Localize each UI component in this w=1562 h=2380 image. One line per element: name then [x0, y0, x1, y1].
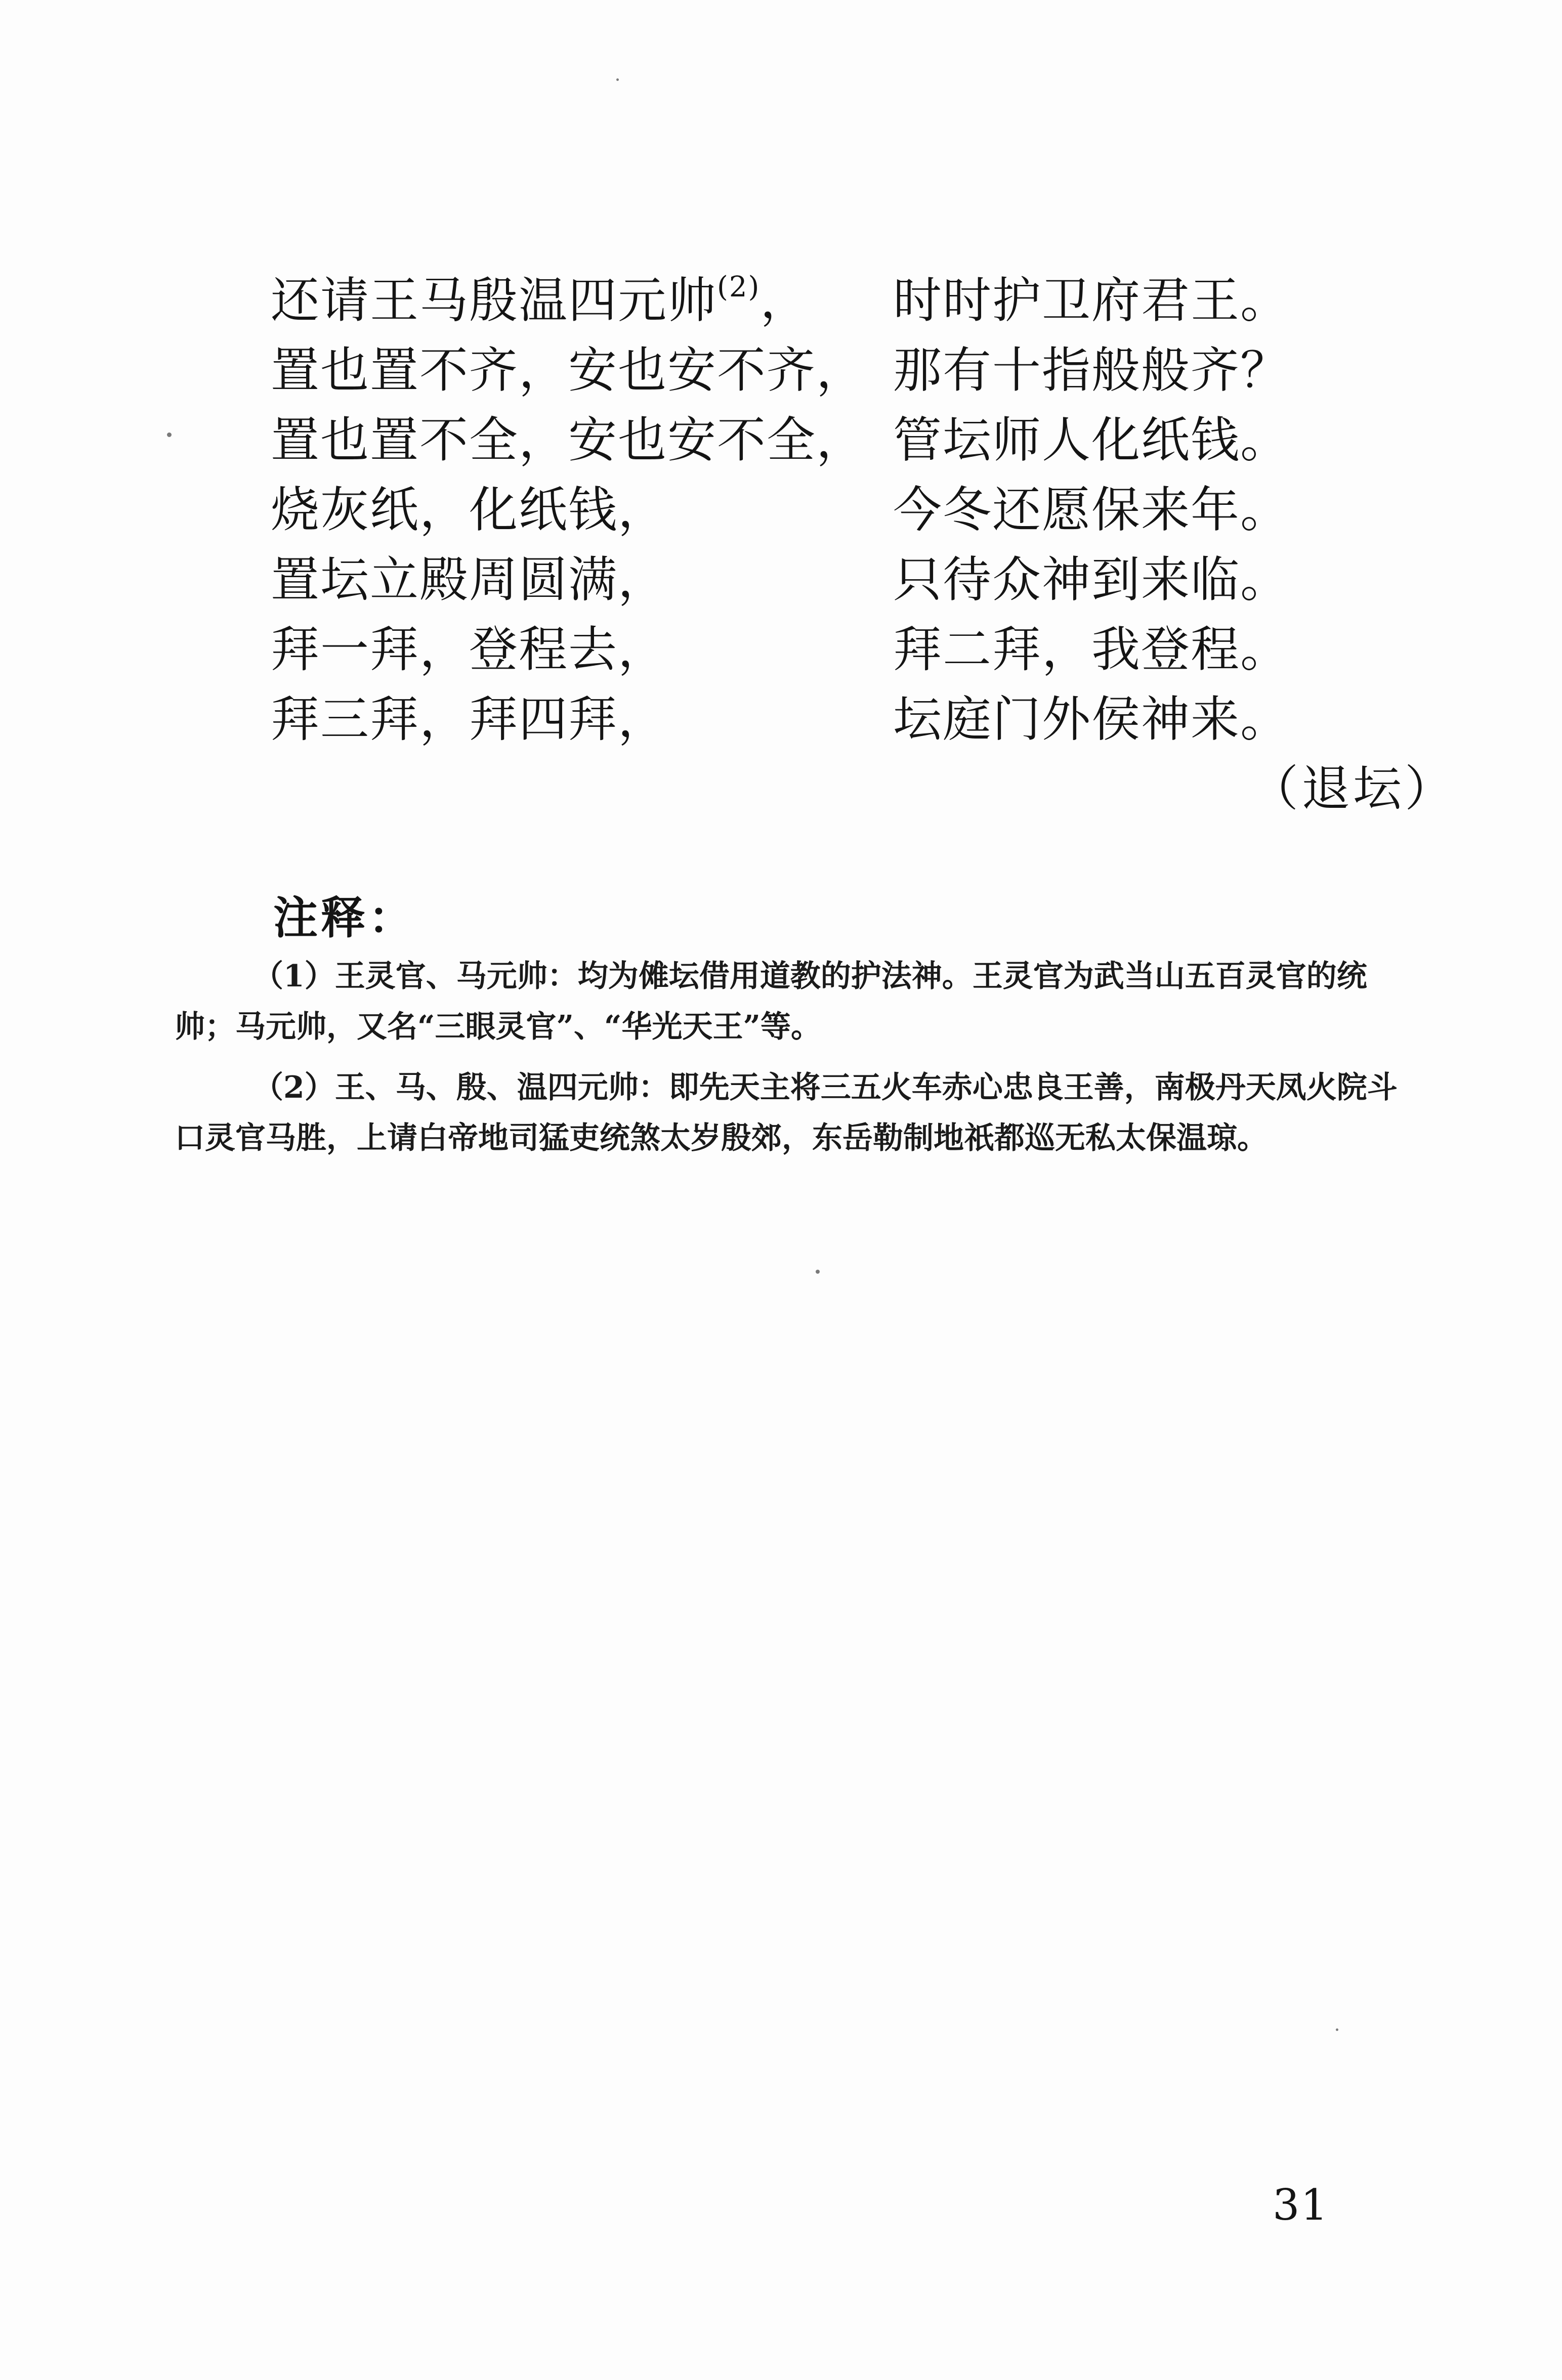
verse-line-right: 那有十指般般齐？ — [893, 342, 1290, 399]
verse-block — [271, 266, 1424, 754]
verse-line-left: 置坛立殿周圆满， — [271, 551, 667, 608]
verse-line-left: 烧灰纸，化纸钱， — [271, 482, 667, 538]
verse-line — [271, 684, 1424, 754]
scan-speck — [1336, 2028, 1338, 2031]
scan-speck — [816, 1270, 820, 1274]
verse-line — [271, 475, 1424, 545]
verse-line-left: 拜一拜，登程去， — [271, 621, 667, 678]
verse-line — [271, 335, 1424, 405]
footnote — [175, 1062, 1398, 1163]
stage-direction: （退坛） — [1250, 760, 1456, 817]
verse-line-left: 拜三拜，拜四拜， — [271, 691, 667, 748]
verse-line — [271, 266, 1424, 335]
notes-heading: 注释： — [273, 891, 416, 944]
verse-line-left: 置也置不齐，安也安不齐， — [271, 342, 866, 399]
footnote-line: 帅；马元帅，又名“三眼灵官”、“华光天王”等。 — [175, 1009, 822, 1045]
page-number: 31 — [1273, 2180, 1329, 2230]
footnote-line: 口灵官马胜，上请白帝地司猛吏统煞太岁殷郊，东岳勒制地祇都巡无私太保温琼。 — [175, 1120, 1268, 1156]
footnote-line: （2）王、马、殷、温四元帅：即先天主将三五火车赤心忠良王善，南极丹天凤火院斗 — [253, 1070, 1398, 1105]
verse-line-right: 管坛师人化纸钱。 — [893, 412, 1290, 468]
verse-line-right: 坛庭门外侯神来。 — [893, 691, 1290, 748]
verse-line — [271, 405, 1424, 475]
scan-speck — [167, 432, 172, 437]
verse-line-right: 时时护卫府君王。 — [893, 272, 1290, 329]
verse-line-left: 还请王马殷温四元帅$^{(2)}$， — [271, 271, 810, 329]
footnote-reference: (2) — [717, 271, 761, 304]
verse-line-left: 置也置不全，安也安不全， — [271, 412, 866, 468]
verse-line-right: 今冬还愿保来年。 — [893, 482, 1290, 538]
verse-line — [271, 615, 1424, 684]
verse-line-right: 拜二拜，我登程。 — [893, 621, 1290, 678]
verse-line — [271, 545, 1424, 615]
footnote — [175, 951, 1367, 1052]
footnote-line: （1）王灵官、马元帅：均为傩坛借用道教的护法神。王灵官为武当山五百灵官的统 — [253, 959, 1367, 994]
verse-line-right: 只待众神到来临。 — [893, 551, 1290, 608]
scan-speck — [616, 78, 619, 81]
